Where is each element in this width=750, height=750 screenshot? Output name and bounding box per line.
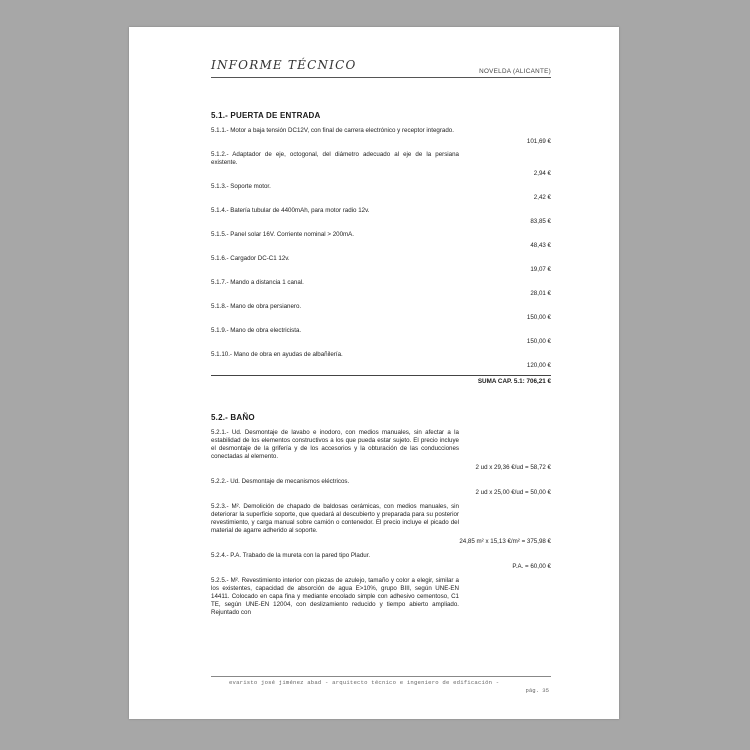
item-price: 2 ud x 29,36 €/ud = 58,72 € (475, 464, 551, 471)
item-description: 5.1.8.- Mano de obra persianero. (211, 303, 302, 310)
list-item (211, 552, 551, 571)
section-bano (211, 413, 551, 617)
list-item (211, 207, 551, 226)
item-price: 28,01 € (530, 290, 551, 297)
list-item (211, 351, 551, 370)
item-price: 120,00 € (526, 362, 551, 369)
item-price: 83,85 € (530, 218, 551, 225)
list-item (211, 503, 551, 546)
list-item (211, 303, 551, 322)
item-price: 48,43 € (530, 242, 551, 249)
item-price: 101,69 € (526, 138, 551, 145)
document-page (129, 27, 619, 719)
list-item (211, 151, 551, 178)
section-sum: SUMA CAP. 5.1: 706,21 € (477, 378, 551, 385)
list-item (211, 255, 551, 274)
item-price: 2,42 € (533, 194, 551, 201)
item-description: 5.2.1.- Ud. Desmontaje de lavabo e inodoro, con medios manuales, sin afectar a la estabilidad de los elementos constructivos a los que pueda estar sujeto. El precio incluye el desmontaje de la grifería y de los accesorios y la obturación de las conducciones conectadas al elemento. (211, 429, 459, 460)
header-divider (211, 77, 551, 78)
item-description: 5.2.5.- M². Revestimiento interior con piezas de azulejo, tamaño y color a elegir, similar a los existentes, capacidad de absorción de agua E>10%, grupo BIII, según UNE-EN 14411. Colocado en capa fina y mediante encolado simple con adhesivo cementoso, C1 TE, según UNE-EN 12004, con deslizamiento reducido y tiempo abierto ampliado. Rejuntado con (211, 577, 459, 616)
item-price: 2 ud x 25,00 €/ud = 50,00 € (475, 489, 551, 496)
header-subtitle: NOVELDA (ALICANTE) (479, 68, 551, 75)
item-price: 2,94 € (533, 170, 551, 177)
item-description: 5.2.4.- P.A. Trabado de la mureta con la pared tipo Pladur. (211, 552, 371, 559)
list-item (211, 279, 551, 298)
item-description: 5.1.7.- Mando a distancia 1 canal. (211, 279, 304, 286)
item-price: P.A. = 60,00 € (512, 563, 551, 570)
footer-author: evaristo josé jiménez abad - arquitecto técnico e ingeniero de edificación - (229, 679, 500, 686)
item-description: 5.2.2.- Ud. Desmontaje de mecanismos eléctricos. (211, 478, 350, 485)
item-description: 5.1.9.- Mano de obra electricista. (211, 327, 302, 334)
list-item (211, 231, 551, 250)
item-price: 24,85 m² x 15,13 €/m² = 375,98 € (459, 538, 551, 545)
item-description: 5.1.4.- Batería tubular de 4400mAh, para motor radio 12v. (211, 207, 370, 214)
item-description: 5.1.2.- Adaptador de eje, octogonal, del diámetro adecuado al eje de la persiana existente. (211, 151, 459, 166)
section-title: 5.2.- BAÑO (211, 413, 255, 422)
list-item (211, 327, 551, 346)
list-item (211, 127, 551, 146)
section-title: 5.1.- PUERTA DE ENTRADA (211, 111, 321, 120)
item-price: 150,00 € (526, 338, 551, 345)
list-item (211, 183, 551, 202)
item-description: 5.1.3.- Soporte motor. (211, 183, 271, 190)
page-content (211, 111, 551, 623)
list-item (211, 478, 551, 497)
footer-divider (211, 676, 551, 677)
header-title: INFORME TÉCNICO (211, 58, 357, 72)
item-description: 5.1.1.- Motor a baja tensión DC12V, con final de carrera electrónico y receptor integrado. (211, 127, 454, 134)
item-description: 5.1.6.- Cargador DC-C1 12v. (211, 255, 290, 262)
item-price: 19,07 € (530, 266, 551, 273)
list-item (211, 429, 551, 472)
item-description: 5.1.5.- Panel solar 16V. Corriente nominal > 200mA. (211, 231, 355, 238)
item-price: 150,00 € (526, 314, 551, 321)
list-item (211, 577, 551, 617)
page-number: pág. 35 (525, 687, 549, 694)
section-puerta-entrada (211, 111, 551, 385)
item-description: 5.1.10.- Mano de obra en ayudas de albañilería. (211, 351, 343, 358)
item-description: 5.2.3.- M². Demolición de chapado de baldosas cerámicas, con medios manuales, sin deteriorar la superficie soporte, que quedará al descubierto y preparada para su posterior revestimiento, y carga manual sobre camión o contenedor. El precio incluye el picado del material de agarre adherido al soporte. (211, 503, 459, 534)
